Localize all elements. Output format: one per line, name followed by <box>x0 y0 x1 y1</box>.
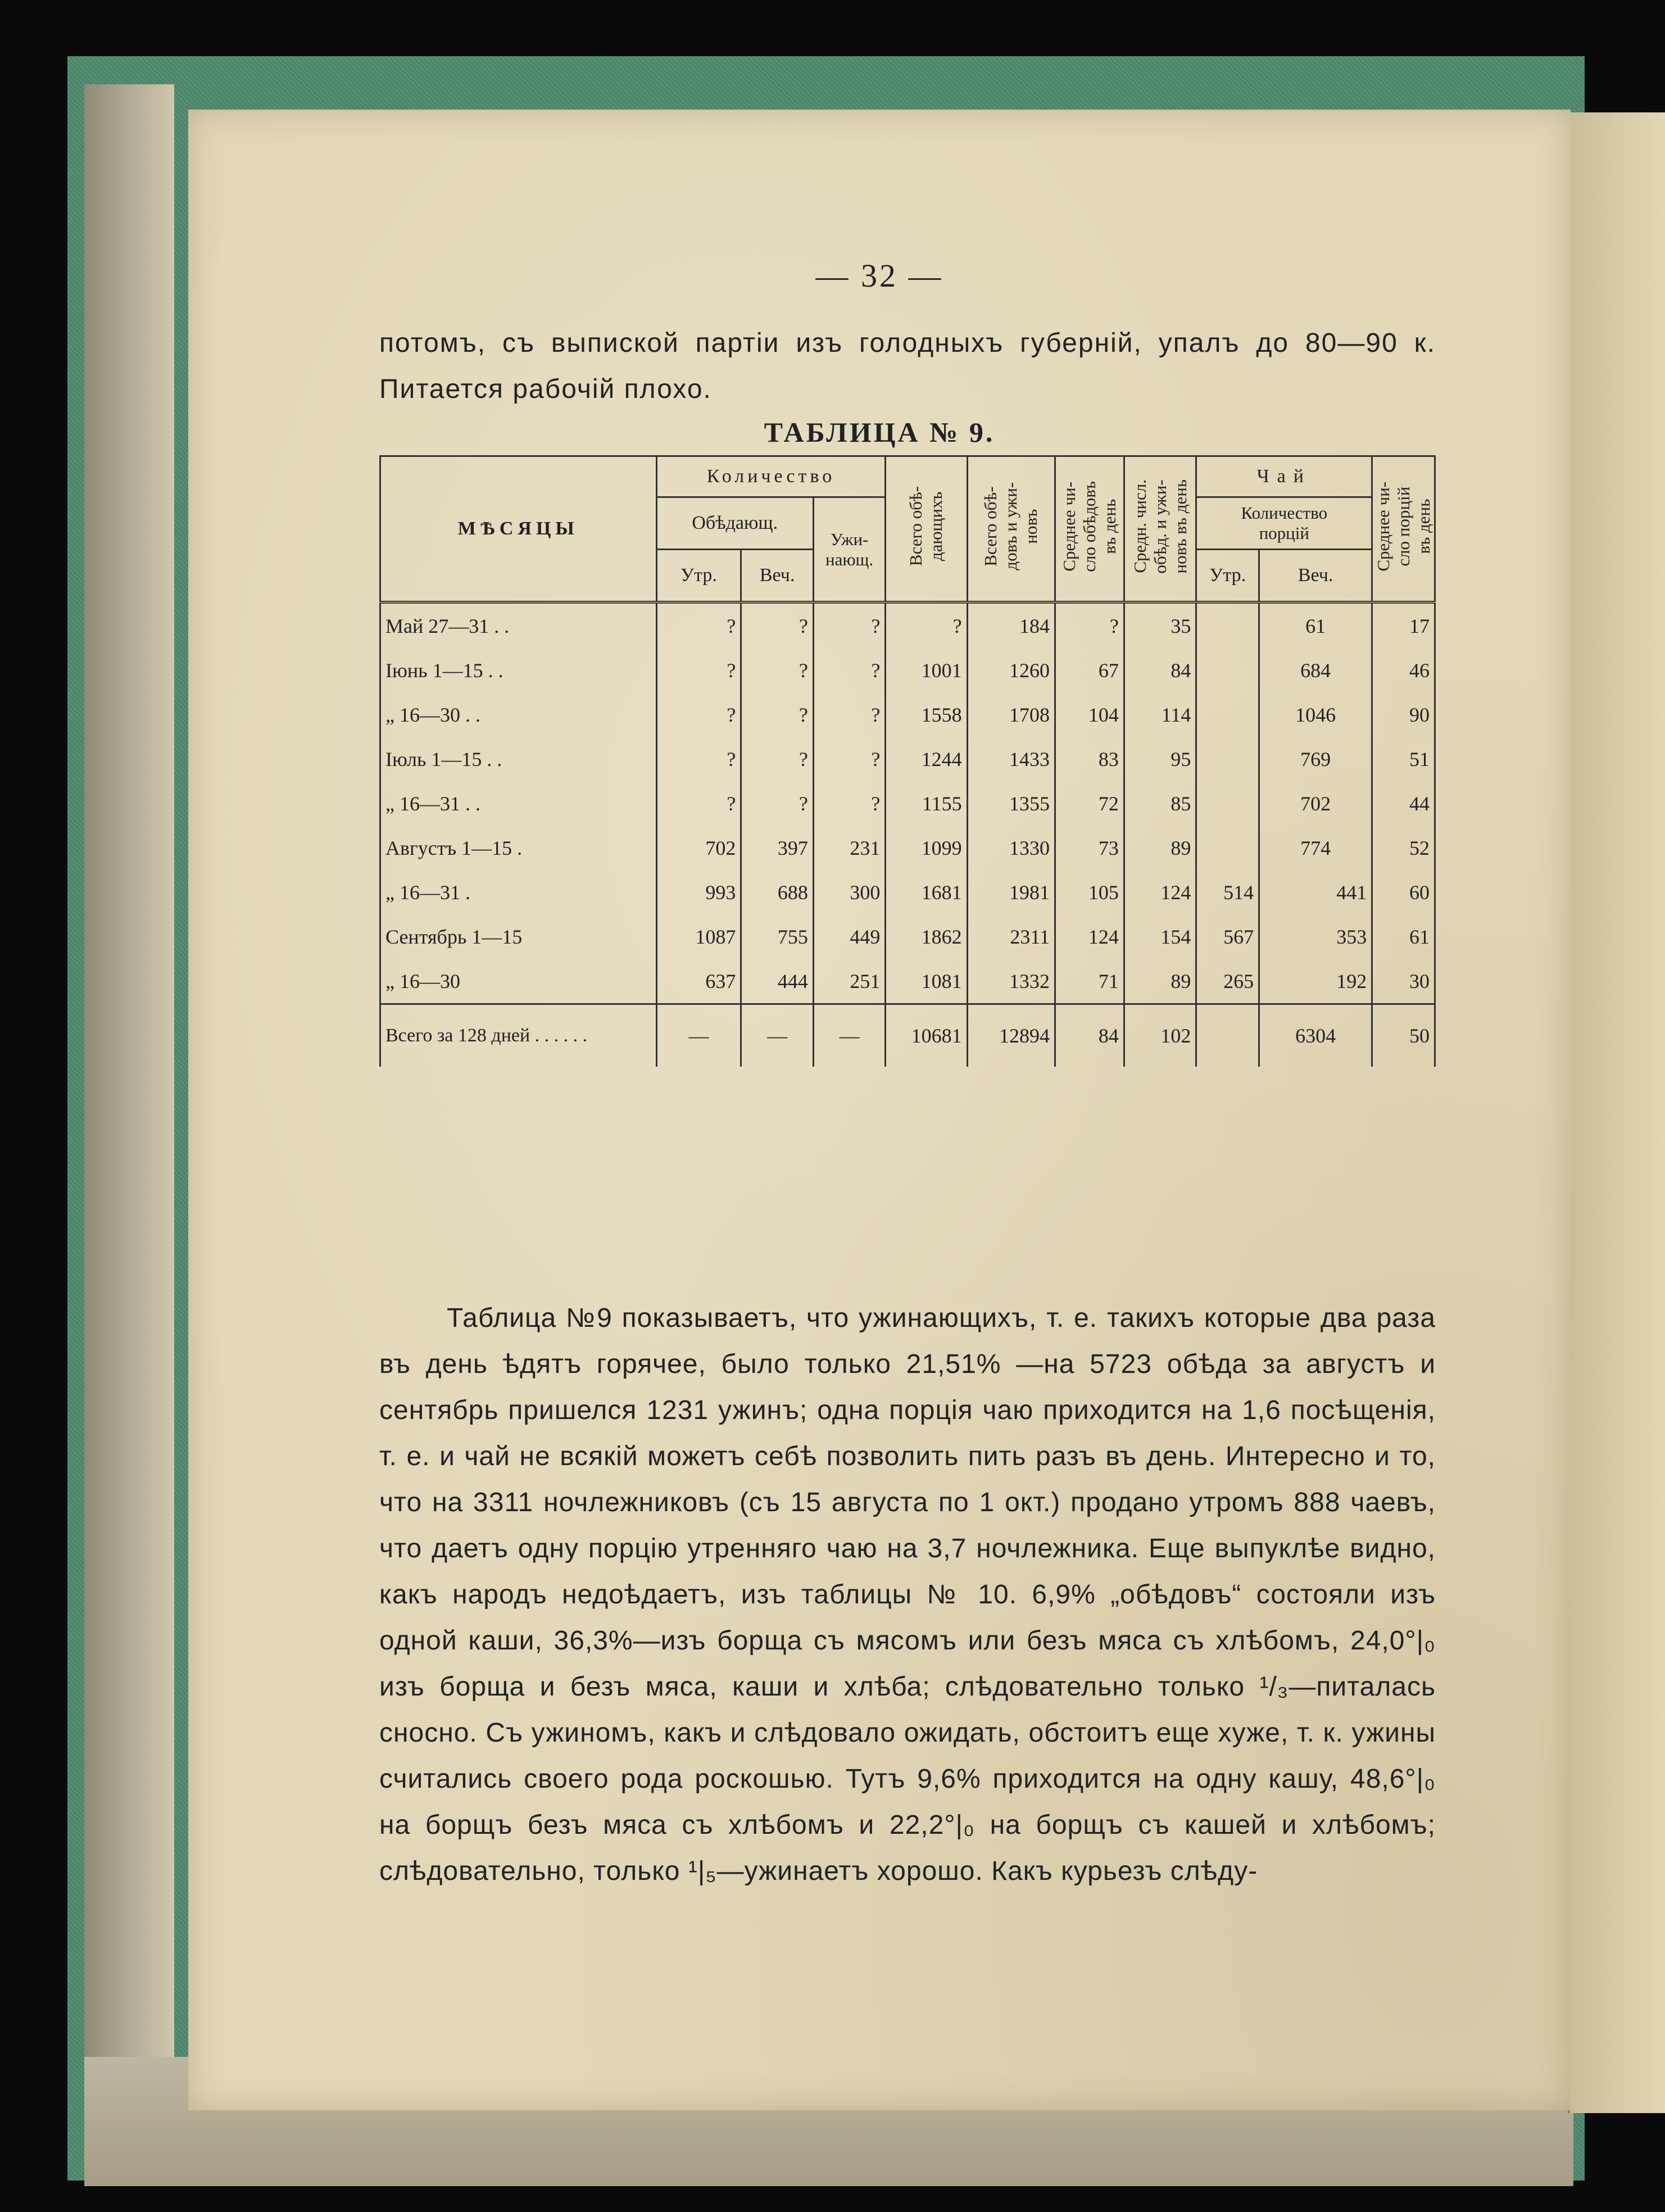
value-cell: 567 <box>1196 914 1259 959</box>
header-total-diners: Всего обѣ- дающихъ <box>886 456 967 602</box>
value-cell: ? <box>813 648 886 692</box>
value-cell: 769 <box>1259 737 1372 781</box>
header-portions: Количество порцій <box>1196 497 1372 550</box>
value-cell: 1708 <box>967 692 1055 737</box>
value-cell: 35 <box>1124 602 1196 649</box>
value-cell: 441 <box>1259 870 1372 914</box>
value-cell: 702 <box>656 826 741 870</box>
value-cell <box>1196 648 1259 692</box>
book-page <box>188 110 1571 2110</box>
header-morning: Утр. <box>656 550 741 602</box>
value-cell: 1244 <box>886 737 967 781</box>
intro-text: потомъ, съ выпиской партіи изъ голодныхъ губерній, упалъ до 80—90 к. Питается рабочій плохо. <box>379 328 1436 404</box>
value-cell: ? <box>741 692 813 737</box>
value-cell: 1862 <box>886 914 967 959</box>
value-cell: 1081 <box>886 959 967 1004</box>
header-avg-dinners: Среднее чи- сло обѣдовъ въ день <box>1055 456 1124 602</box>
value-cell: 2311 <box>967 914 1055 959</box>
header-tea-evening: Веч. <box>1259 550 1372 602</box>
value-cell <box>1196 826 1259 870</box>
table-row <box>380 781 1435 826</box>
table-row <box>380 959 1435 1004</box>
value-cell: 231 <box>813 826 886 870</box>
value-cell: 114 <box>1124 692 1196 737</box>
header-avg-meals: Средн. числ. обѣд. и ужи- новъ въ день <box>1124 456 1196 602</box>
intro-paragraph <box>379 320 1436 413</box>
value-cell: 397 <box>741 826 813 870</box>
value-cell: 1332 <box>967 959 1055 1004</box>
value-cell <box>1196 781 1259 826</box>
value-cell: 1330 <box>967 826 1055 870</box>
value-cell: ? <box>656 648 741 692</box>
value-cell: 1046 <box>1259 692 1372 737</box>
value-cell: 85 <box>1124 781 1196 826</box>
facing-page-edge <box>1568 112 1665 2113</box>
value-cell: ? <box>656 781 741 826</box>
month-cell: Всего за 128 дней . . . . . . <box>380 1004 657 1067</box>
header-total-meals: Всего обѣ- довъ и ужи- новъ <box>967 456 1055 602</box>
value-cell: 993 <box>656 870 741 914</box>
value-cell: 154 <box>1124 914 1196 959</box>
table-title: ТАБЛИЦА № 9. <box>764 416 995 448</box>
month-cell: Августъ 1—15 . <box>380 826 657 870</box>
value-cell: ? <box>813 781 886 826</box>
value-cell: 61 <box>1259 602 1372 649</box>
value-cell: 10681 <box>886 1004 967 1067</box>
value-cell: 90 <box>1372 692 1435 737</box>
header-diners: Обѣдающ. <box>656 497 813 550</box>
value-cell: 73 <box>1055 826 1124 870</box>
month-cell: „ 16—30 . . <box>380 692 657 737</box>
table-body <box>380 602 1435 1067</box>
value-cell: 184 <box>967 602 1055 649</box>
header-months: МѢСЯЦЫ <box>380 456 657 602</box>
value-cell: 46 <box>1372 648 1435 692</box>
table-row <box>380 914 1435 959</box>
value-cell: ? <box>741 781 813 826</box>
value-cell: 51 <box>1372 737 1435 781</box>
value-cell: 61 <box>1372 914 1435 959</box>
value-cell: 1087 <box>656 914 741 959</box>
value-cell: ? <box>741 648 813 692</box>
value-cell: 84 <box>1055 1004 1124 1067</box>
value-cell: 50 <box>1372 1004 1435 1067</box>
header-evening: Веч. <box>741 550 813 602</box>
value-cell: 684 <box>1259 648 1372 692</box>
table-row <box>380 602 1435 649</box>
value-cell: 1099 <box>886 826 967 870</box>
value-cell: ? <box>813 602 886 649</box>
value-cell: 637 <box>656 959 741 1004</box>
value-cell: 89 <box>1124 826 1196 870</box>
month-cell: „ 16—30 <box>380 959 657 1004</box>
value-cell: 124 <box>1124 870 1196 914</box>
body-paragraph <box>379 1295 1436 1894</box>
page-number: — 32 — <box>815 257 943 294</box>
value-cell: 1260 <box>967 648 1055 692</box>
value-cell: 1001 <box>886 648 967 692</box>
value-cell <box>1196 737 1259 781</box>
table-row <box>380 826 1435 870</box>
value-cell: 104 <box>1055 692 1124 737</box>
table-row <box>380 648 1435 692</box>
month-cell: Май 27—31 . . <box>380 602 657 649</box>
value-cell: 105 <box>1055 870 1124 914</box>
value-cell: 12894 <box>967 1004 1055 1067</box>
value-cell: 192 <box>1259 959 1372 1004</box>
value-cell <box>1196 602 1259 649</box>
value-cell: 95 <box>1124 737 1196 781</box>
value-cell: ? <box>813 692 886 737</box>
value-cell <box>1196 1004 1259 1067</box>
value-cell: 124 <box>1055 914 1124 959</box>
value-cell: 1433 <box>967 737 1055 781</box>
value-cell: 514 <box>1196 870 1259 914</box>
header-avg-portions: Среднее чи- сло порцій въ день <box>1372 456 1435 602</box>
value-cell: 83 <box>1055 737 1124 781</box>
value-cell: 1558 <box>886 692 967 737</box>
table-total-row <box>380 1004 1435 1067</box>
value-cell: 688 <box>741 870 813 914</box>
value-cell: 72 <box>1055 781 1124 826</box>
value-cell: 265 <box>1196 959 1259 1004</box>
value-cell: ? <box>886 602 967 649</box>
month-cell: Іюль 1—15 . . <box>380 737 657 781</box>
value-cell: 251 <box>813 959 886 1004</box>
table-header <box>380 456 1435 602</box>
header-tea: Чай <box>1196 456 1372 497</box>
value-cell <box>1196 692 1259 737</box>
header-tea-morning: Утр. <box>1196 550 1259 602</box>
value-cell: 30 <box>1372 959 1435 1004</box>
value-cell: 1355 <box>967 781 1055 826</box>
month-cell: „ 16—31 . <box>380 870 657 914</box>
value-cell: 755 <box>741 914 813 959</box>
value-cell: 71 <box>1055 959 1124 1004</box>
value-cell: — <box>741 1004 813 1067</box>
value-cell: 67 <box>1055 648 1124 692</box>
value-cell: ? <box>813 737 886 781</box>
value-cell: 17 <box>1372 602 1435 649</box>
value-cell: 52 <box>1372 826 1435 870</box>
value-cell: — <box>813 1004 886 1067</box>
value-cell: ? <box>656 737 741 781</box>
value-cell: ? <box>656 692 741 737</box>
value-cell: — <box>656 1004 741 1067</box>
value-cell: 6304 <box>1259 1004 1372 1067</box>
data-table <box>379 455 1436 1067</box>
month-cell: „ 16—31 . . <box>380 781 657 826</box>
body-text: Таблица №9 показываетъ, что ужинающихъ, т. е. такихъ которые два раза въ день ѣдятъ горячее, было только 21,51% —на 5723 обѣда за августъ и сентябрь пришелся 1231 ужинъ; одна порція чаю приходится на 1,6 посѣщенія, т. е. и чай не всякій можетъ себѣ позволить пить разъ въ день. Интересно и то, что на 3311 ночлежниковъ (съ 15 августа по 1 окт.) продано утромъ 888 чаевъ, что даетъ одну порцію утренняго чаю на 3,7 ночлежника. Еще выпуклѣе видно, какъ народъ недоѣдаетъ, изъ таблицы № 10. 6,9% „обѣдовъ“ состояли изъ одной каши, 36,3%—изъ борща съ мясомъ или безъ мяса съ хлѣбомъ, 24,0°|₀ изъ борща и безъ мяса, каши и хлѣба; слѣдовательно только ¹/₃—питалась сносно. Съ ужиномъ, какъ и слѣдовало ожидать, обстоитъ еще хуже, т. к. ужины считались своего рода роскошью. Тутъ 9,6% приходится на одну кашу, 48,6°|₀ на борщъ безъ мяса съ хлѣбомъ и 22,2°|₀ на борщъ съ кашей и хлѣбомъ; слѣдовательно, только ¹|₅—ужинаетъ хорошо. Какъ курьезъ слѣду- <box>379 1303 1436 1886</box>
value-cell: 60 <box>1372 870 1435 914</box>
value-cell: 102 <box>1124 1004 1196 1067</box>
cover-edge <box>84 84 174 2164</box>
value-cell: 1681 <box>886 870 967 914</box>
month-cell: Сентябрь 1—15 <box>380 914 657 959</box>
header-suppers: Ужи- нающ. <box>813 497 886 602</box>
value-cell: 353 <box>1259 914 1372 959</box>
value-cell: 84 <box>1124 648 1196 692</box>
value-cell: ? <box>741 602 813 649</box>
value-cell: ? <box>1055 602 1124 649</box>
value-cell: 300 <box>813 870 886 914</box>
value-cell: 44 <box>1372 781 1435 826</box>
header-quantity: Количество <box>656 456 886 497</box>
value-cell: 449 <box>813 914 886 959</box>
value-cell: 702 <box>1259 781 1372 826</box>
value-cell: 444 <box>741 959 813 1004</box>
table-row <box>380 692 1435 737</box>
value-cell: ? <box>656 602 741 649</box>
value-cell: 1981 <box>967 870 1055 914</box>
month-cell: Іюнь 1—15 . . <box>380 648 657 692</box>
table-row <box>380 737 1435 781</box>
table-row <box>380 870 1435 914</box>
value-cell: 774 <box>1259 826 1372 870</box>
value-cell: 1155 <box>886 781 967 826</box>
value-cell: ? <box>741 737 813 781</box>
value-cell: 89 <box>1124 959 1196 1004</box>
